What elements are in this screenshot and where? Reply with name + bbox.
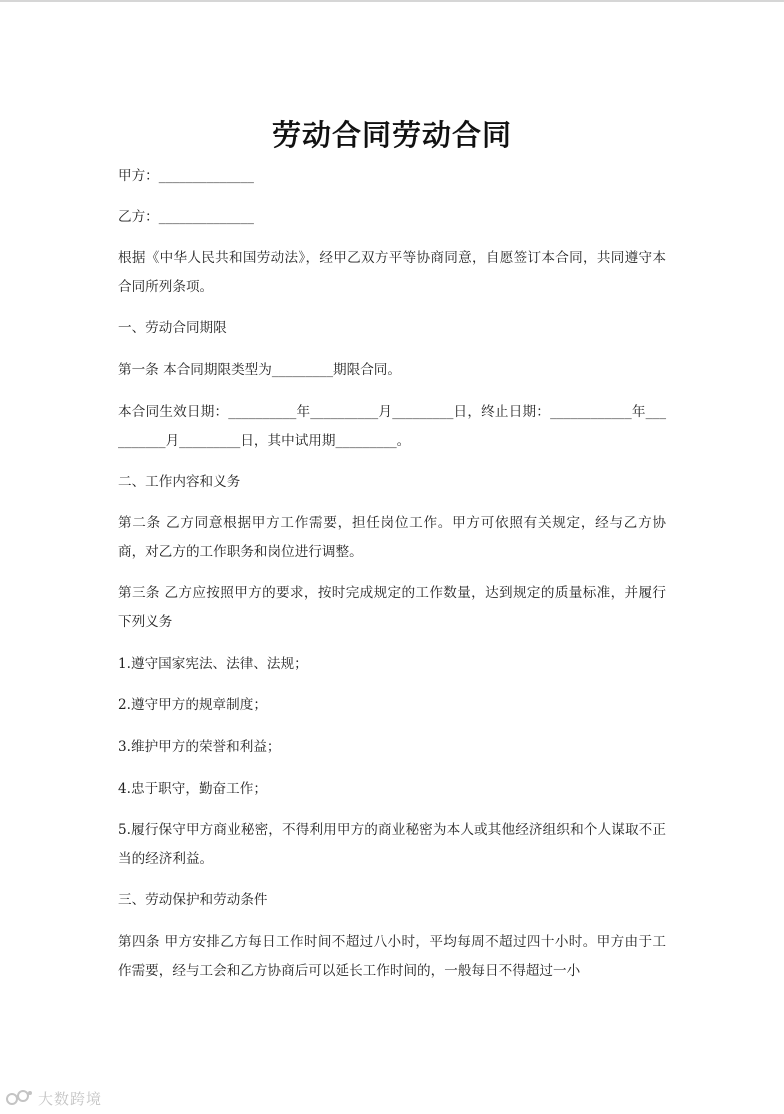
document-title: 劳动合同劳动合同	[271, 118, 512, 153]
duty-item-5: 5.履行保守甲方商业秘密，不得利用甲方的商业秘密为本人或其他经济组织和个人谋取不正当的经济利益。	[118, 822, 666, 867]
preamble-paragraph: 根据《中华人民共和国劳动法》，经甲乙双方平等协商同意，自愿签订本合同，共同遵守本合同所列条项。	[118, 250, 666, 295]
party-a-line: 甲方：______________	[118, 168, 254, 184]
duty-item-1: 1.遵守国家宪法、法律、法规；	[118, 656, 308, 672]
duty-item-2: 2.遵守甲方的规章制度；	[118, 697, 267, 713]
article-4: 第四条 甲方安排乙方每日工作时间不超过八小时，平均每周不超过四十小时。甲方由于工作需要，经与工会和乙方协商后可以延长工作时间的，一般每日不得超过一小	[118, 934, 666, 979]
watermark	[4, 1086, 102, 1110]
section-heading-protection: 三、劳动保护和劳动条件	[118, 892, 268, 908]
article-3: 第三条 乙方应按照甲方的要求，按时完成规定的工作数量，达到规定的质量标准，并履行下列义务	[118, 585, 666, 630]
effective-date-paragraph: 本合同生效日期：__________年__________月_________日，终止日期：____________年__________月_________日，其中试用期_________。	[118, 404, 666, 449]
watermark-logo-icon	[4, 1088, 34, 1108]
duty-item-4: 4.忠于职守，勤奋工作；	[118, 781, 267, 797]
party-b-line: 乙方：______________	[118, 209, 254, 225]
section-heading-work: 二、工作内容和义务	[118, 474, 241, 490]
duty-item-3: 3.维护甲方的荣誉和利益；	[118, 739, 281, 755]
section-heading-term: 一、劳动合同期限	[118, 320, 227, 336]
watermark-text: 大数跨境	[38, 1089, 103, 1108]
article-2: 第二条 乙方同意根据甲方工作需要，担任岗位工作。甲方可依照有关规定，经与乙方协商，对乙方的工作职务和岗位进行调整。	[118, 515, 666, 560]
top-border-line	[0, 0, 784, 2]
article-1: 第一条 本合同期限类型为_________期限合同。	[118, 362, 401, 378]
